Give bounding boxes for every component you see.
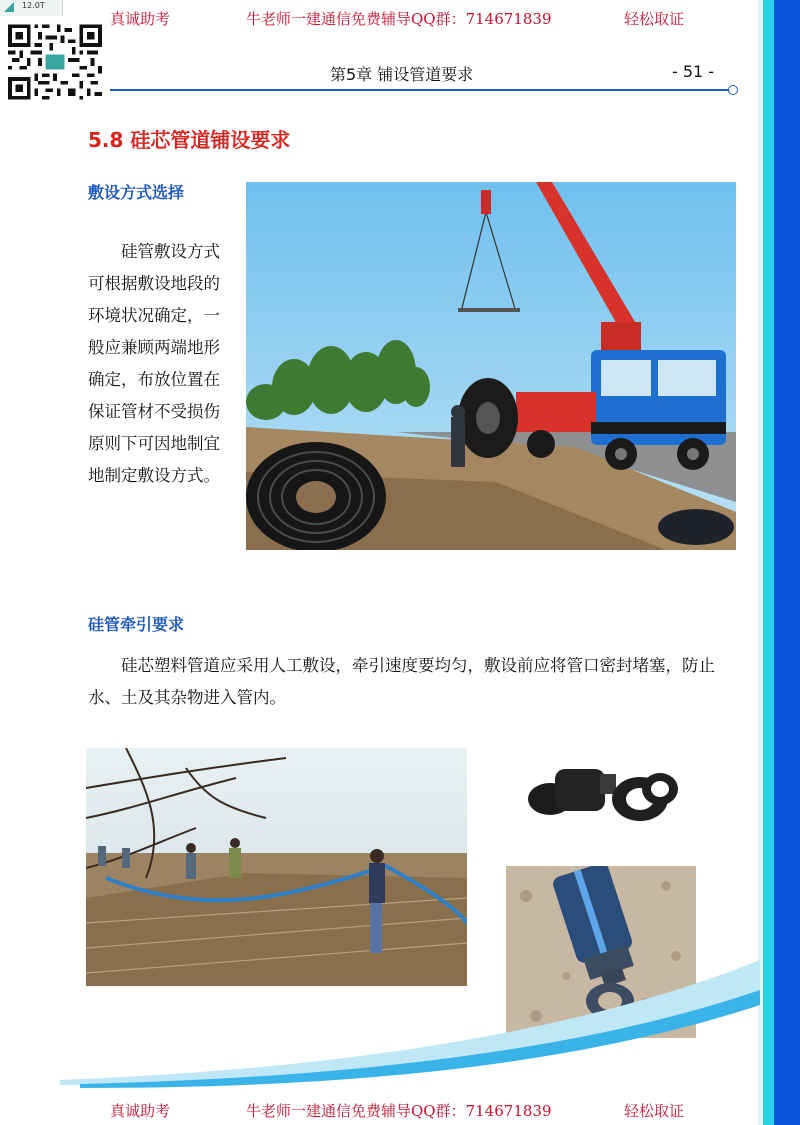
field-pipe-pulling-photo xyxy=(86,748,467,986)
chapter-title: 第5章 铺设管道要求 xyxy=(330,65,474,84)
paragraph-line: 般应兼顾两端地形 xyxy=(88,338,220,357)
laying-method-paragraph xyxy=(88,236,240,492)
subheading-laying-method: 敷设方式选择 xyxy=(88,183,185,202)
corner-logo xyxy=(0,0,63,16)
paragraph-line: 地制定敷设方式。 xyxy=(88,466,220,485)
paragraph-line: 环境状况确定，一 xyxy=(88,306,220,325)
paragraph-line: 原则下可因地制宜 xyxy=(88,434,220,453)
paragraph-line: 确定，布放位置在 xyxy=(88,370,220,389)
traction-paragraph: 硅芯塑料管道应采用人工敷设，牵引速度要均匀，敷设前应将管口密封堵塞，防止水、土及其杂物进入管内。 xyxy=(88,656,715,707)
section-title: 5.8 硅芯管道铺设要求 xyxy=(88,128,291,152)
top-banner-right: 轻松取证 xyxy=(624,10,685,28)
pulling-head-photo xyxy=(510,744,690,838)
qr-code-icon xyxy=(8,24,102,100)
decorative-swoosh xyxy=(60,960,760,1100)
top-banner-center: 牛老师一建通信免费辅导QQ群：714671839 xyxy=(246,10,552,28)
bottom-banner-right: 轻松取证 xyxy=(624,1102,685,1120)
crane-laying-pipe-photo xyxy=(246,182,736,550)
side-stripe-cyan xyxy=(763,0,774,1125)
paragraph-line: 硅管敷设方式 xyxy=(88,242,220,261)
header-rule-end xyxy=(728,85,738,95)
logo-text: 12.0T xyxy=(22,1,45,10)
subheading-traction: 硅管牵引要求 xyxy=(88,615,185,634)
side-stripe-blue xyxy=(774,0,800,1125)
top-banner-left: 真诚助考 xyxy=(110,10,171,28)
paragraph-line: 保证管材不受损伤 xyxy=(88,402,220,421)
bottom-banner-left: 真诚助考 xyxy=(110,1102,171,1120)
logo-triangle-icon xyxy=(4,2,14,12)
bottom-banner-center: 牛老师一建通信免费辅导QQ群：714671839 xyxy=(246,1102,552,1120)
header-rule xyxy=(110,89,732,91)
paragraph-line: 可根据敷设地段的 xyxy=(88,274,220,293)
page-number: - 51 - xyxy=(672,62,715,81)
